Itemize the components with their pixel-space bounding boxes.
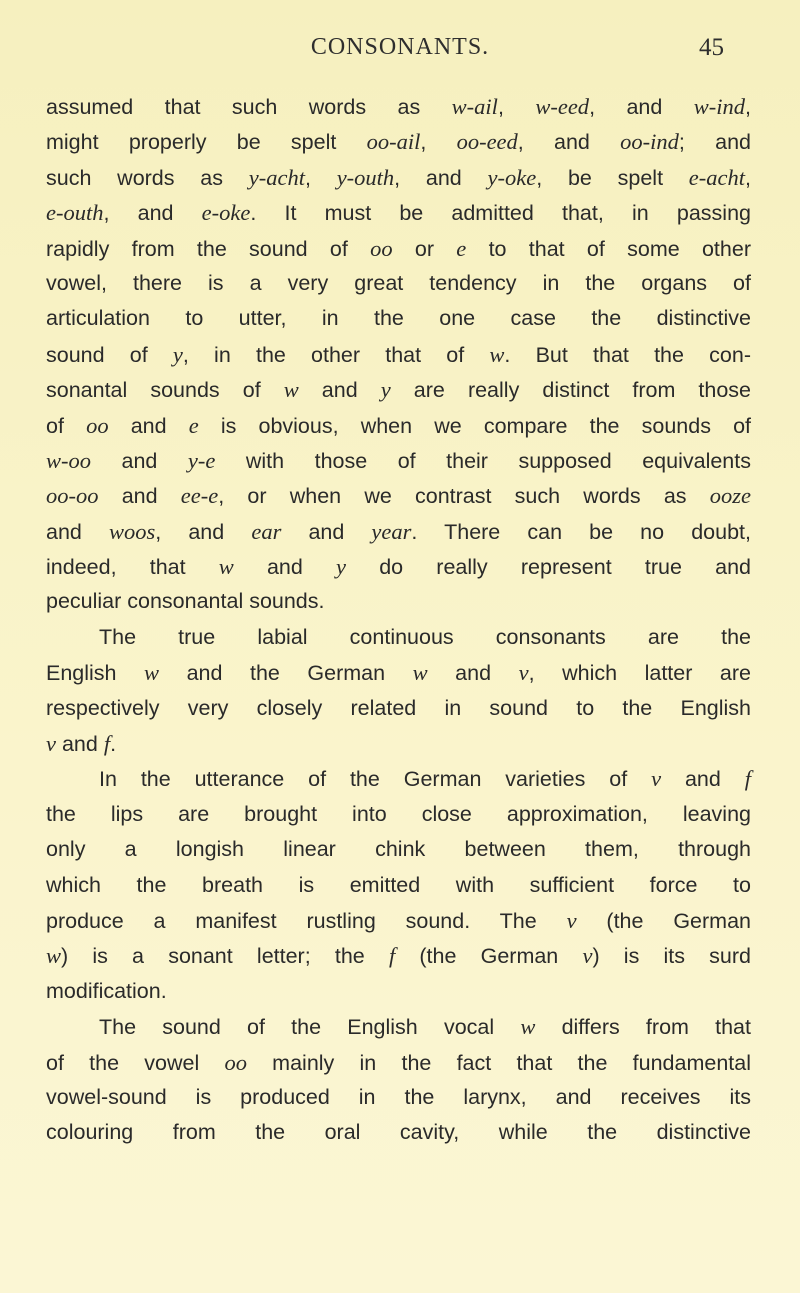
- text-line: [46, 726, 751, 761]
- text-run: (the German: [395, 944, 583, 969]
- text-line: [46, 584, 751, 619]
- text-run: , and: [589, 95, 694, 119]
- text-run: , in the other that of: [182, 342, 490, 367]
- text-run: and: [56, 732, 104, 757]
- text-line: [46, 938, 751, 973]
- italic-term: ooze: [709, 483, 751, 509]
- text-run: of: [46, 413, 87, 438]
- italic-term: oo-ind: [620, 129, 679, 155]
- text-line: [46, 1080, 751, 1115]
- italic-term: f: [103, 731, 111, 757]
- text-run: The sound of the English vocal: [99, 1015, 521, 1040]
- text-run: such words as: [46, 165, 249, 190]
- italic-term: e-acht: [688, 164, 746, 190]
- text-line: [46, 974, 751, 1009]
- text-line: [46, 797, 751, 832]
- text-run: produce a manifest rustling sound. The: [46, 908, 567, 933]
- text-run: and: [661, 767, 745, 792]
- text-run: to that of some other: [466, 236, 751, 261]
- italic-term: v: [582, 943, 593, 969]
- text-run: rapidly from the sound of: [46, 236, 371, 261]
- italic-term: w-ind: [693, 94, 746, 119]
- italic-term: ee-e: [180, 483, 219, 509]
- text-run: are really distinct from those: [390, 378, 752, 403]
- text-line: [46, 89, 751, 124]
- text-run: , and: [103, 201, 202, 226]
- text-run: and: [108, 413, 189, 438]
- text-line: [46, 195, 751, 230]
- italic-term: v: [518, 660, 529, 686]
- italic-term: w-eed: [535, 94, 590, 119]
- italic-term: oo: [370, 235, 393, 261]
- text-line: [46, 1009, 751, 1044]
- text-line: [46, 549, 751, 584]
- italic-term: y-oke: [487, 164, 537, 190]
- text-line: [46, 903, 751, 938]
- text-line: [46, 160, 751, 195]
- text-run: articulation to utter, in the one case the distinctive: [46, 306, 751, 331]
- text-run: or: [392, 236, 457, 261]
- text-run: and: [98, 484, 181, 509]
- text-line: [46, 443, 751, 478]
- italic-term: oo-ail: [366, 129, 421, 155]
- text-run: ; and: [678, 130, 752, 155]
- text-run: peculiar consonantal sounds.: [46, 589, 325, 614]
- italic-term: v: [651, 766, 662, 792]
- text-run: modification.: [46, 978, 167, 1003]
- text-line: [46, 1045, 751, 1080]
- text-run: only a longish linear chink between them, through: [46, 837, 751, 862]
- italic-term: v: [46, 731, 56, 757]
- running-head: [0, 34, 800, 74]
- italic-term: woos: [108, 518, 156, 544]
- text-run: vowel, there is a very great tendency in the organs of: [46, 270, 751, 295]
- italic-term: e-oke: [201, 200, 251, 226]
- text-run: assumed that such words as: [46, 95, 452, 119]
- text-run: and: [281, 519, 372, 544]
- italic-term: oo: [86, 412, 109, 438]
- text-run: , and: [155, 519, 252, 544]
- text-run: colouring from the oral cavity, while the distinctive: [46, 1120, 751, 1145]
- text-run: do really represent true and: [346, 555, 751, 580]
- text-run: mainly in the fact that the fundamental: [246, 1050, 751, 1075]
- text-run: differs from that: [535, 1015, 751, 1040]
- text-run: ,: [745, 165, 751, 190]
- text-run: of the vowel: [46, 1050, 225, 1075]
- text-run: . There can be no doubt,: [411, 519, 751, 544]
- text-run: which the breath is emitted with sufficient force to: [46, 872, 751, 897]
- text-line: [46, 266, 751, 301]
- italic-term: w: [283, 377, 299, 403]
- text-run: English: [46, 661, 145, 686]
- italic-term: ear: [251, 518, 282, 544]
- page-header-title: CONSONANTS.: [310, 34, 490, 60]
- text-run: .: [110, 732, 117, 757]
- text-run: . It must be admitted that, in passing: [250, 201, 751, 226]
- text-run: sound of: [46, 342, 173, 367]
- text-run: , and: [394, 165, 488, 190]
- page-number: 45: [699, 34, 724, 61]
- text-line: [46, 408, 751, 443]
- text-run: (the German: [576, 908, 751, 933]
- text-line: [46, 301, 751, 336]
- text-line: [46, 478, 751, 513]
- text-run: , or when we contrast such words as: [218, 484, 710, 509]
- text-run: vowel-sound is produced in the larynx, and receives its: [46, 1084, 751, 1109]
- text-run: and: [298, 378, 381, 403]
- text-run: is obvious, when we compare the sounds of: [198, 413, 752, 438]
- text-line: [46, 620, 751, 655]
- text-run: ,: [497, 95, 536, 119]
- text-run: . But that the con-: [504, 342, 751, 367]
- text-run: might properly be spelt: [46, 130, 367, 155]
- text-run: sonantal sounds of: [46, 378, 284, 403]
- italic-term: w-oo: [46, 447, 91, 473]
- text-run: ) is its surd: [592, 944, 751, 969]
- italic-term: oo-oo: [46, 483, 99, 509]
- italic-term: w: [489, 341, 505, 367]
- italic-term: v: [566, 907, 577, 933]
- italic-term: y-e: [187, 447, 216, 473]
- italic-term: e-outh: [46, 200, 104, 226]
- italic-term: w: [218, 554, 234, 580]
- text-run: respectively very closely related in sound to the English: [46, 695, 751, 720]
- text-line: [46, 655, 751, 690]
- text-run: ,: [745, 95, 751, 119]
- text-line: [46, 691, 751, 726]
- text-run: , which latter are: [528, 661, 751, 686]
- italic-term: y-outh: [336, 164, 395, 190]
- italic-term: w: [412, 660, 428, 686]
- italic-term: f: [388, 943, 396, 969]
- italic-term: e: [456, 235, 467, 261]
- text-run: The true labial continuous consonants are the: [99, 624, 751, 649]
- text-run: , and: [517, 130, 621, 155]
- text-run: and: [233, 555, 337, 580]
- italic-term: year: [371, 518, 412, 544]
- italic-term: y: [172, 341, 183, 367]
- text-line: [46, 372, 751, 407]
- text-run: indeed, that: [46, 555, 219, 580]
- text-line: [46, 337, 751, 372]
- text-run: with those of their supposed equivalents: [215, 448, 751, 473]
- italic-term: y: [380, 377, 391, 403]
- text-line: [46, 868, 751, 903]
- text-line: [46, 514, 751, 549]
- italic-term: y: [336, 554, 347, 580]
- body-text: [46, 89, 751, 1151]
- text-run: and the German: [159, 661, 413, 686]
- italic-term: w-ail: [451, 94, 498, 119]
- text-run: the lips are brought into close approximation, leaving: [46, 801, 751, 826]
- italic-term: w: [144, 660, 160, 686]
- text-line: [46, 124, 751, 159]
- italic-term: y-acht: [248, 164, 305, 190]
- text-run: and: [46, 519, 109, 544]
- italic-term: w: [46, 943, 62, 969]
- text-line: [46, 761, 751, 796]
- text-line: [46, 832, 751, 867]
- italic-term: f: [744, 766, 751, 792]
- text-run: In the utterance of the German varieties of: [99, 767, 652, 792]
- text-run: and: [427, 661, 519, 686]
- text-run: , be spelt: [536, 165, 689, 190]
- text-run: ,: [304, 165, 337, 190]
- italic-term: w: [520, 1014, 536, 1040]
- italic-term: oo-eed: [456, 129, 518, 155]
- text-line: [46, 1115, 751, 1150]
- text-line: [46, 231, 751, 266]
- text-run: ) is a sonant letter; the: [61, 944, 389, 969]
- italic-term: e: [188, 412, 199, 438]
- italic-term: oo: [224, 1049, 247, 1075]
- text-run: ,: [420, 130, 457, 155]
- text-run: and: [91, 448, 188, 473]
